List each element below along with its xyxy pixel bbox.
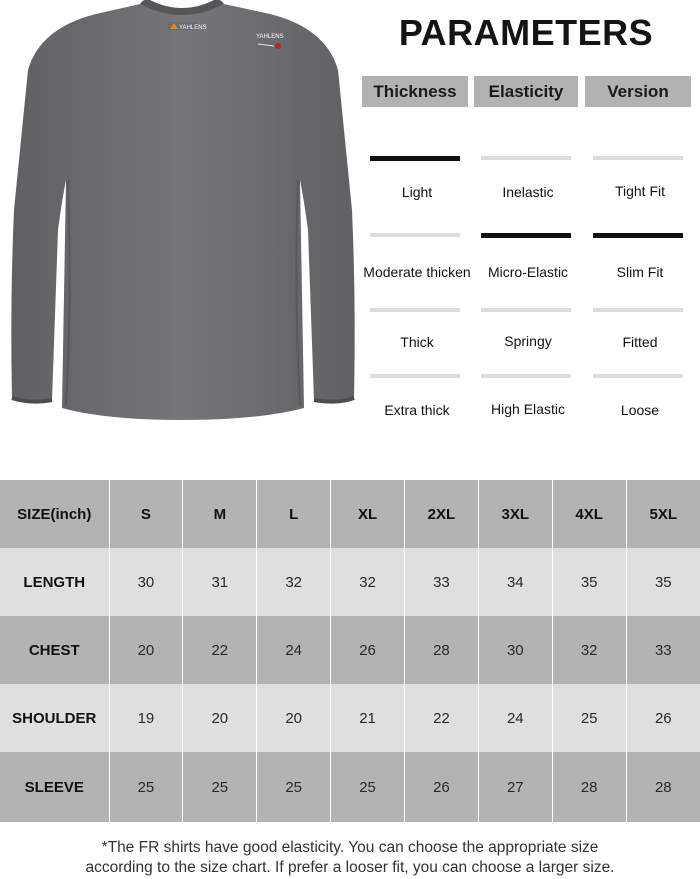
param-header-thickness: Thickness <box>362 76 468 107</box>
size-label: L <box>257 480 331 548</box>
level-bar <box>370 233 460 237</box>
table-cell: 25 <box>183 752 257 822</box>
table-cell: 30 <box>109 548 183 616</box>
row-label: LENGTH <box>0 548 109 616</box>
table-cell: 28 <box>405 616 479 684</box>
table-row-sleeve <box>0 752 700 822</box>
param-option: Fitted <box>622 334 658 350</box>
size-label: M <box>183 480 257 548</box>
table-cell: 28 <box>552 752 626 822</box>
chest-print-text: YAHLENS <box>256 34 284 40</box>
param-option: Light <box>401 184 433 200</box>
table-cell: 33 <box>626 616 700 684</box>
table-cell: 25 <box>331 752 405 822</box>
table-row-length <box>0 548 700 616</box>
table-cell: 31 <box>183 548 257 616</box>
table-cell: 25 <box>109 752 183 822</box>
product-shirt-image <box>8 0 356 425</box>
table-cell: 25 <box>552 684 626 752</box>
param-option: Micro-Elastic <box>487 264 569 280</box>
table-cell: 24 <box>478 684 552 752</box>
size-header-row <box>0 480 700 548</box>
size-chart-table <box>0 480 700 822</box>
table-cell: 35 <box>626 548 700 616</box>
table-cell: 32 <box>552 616 626 684</box>
table-cell: 26 <box>405 752 479 822</box>
table-cell: 26 <box>626 684 700 752</box>
table-cell: 20 <box>109 616 183 684</box>
param-option: Extra thick <box>384 402 450 418</box>
row-label: SHOULDER <box>0 684 109 752</box>
table-cell: 35 <box>552 548 626 616</box>
size-note-line: according to the size chart. If prefer a looser fit, you can choose a larger size. <box>85 859 615 876</box>
level-bar <box>481 156 571 160</box>
param-header-elasticity: Elasticity <box>474 76 578 107</box>
param-option: Tight Fit <box>614 183 666 199</box>
parameters-title: PARAMETERS <box>398 12 654 53</box>
level-bar <box>481 374 571 378</box>
table-cell: 25 <box>257 752 331 822</box>
size-label: S <box>109 480 183 548</box>
table-cell: 19 <box>109 684 183 752</box>
level-bar <box>481 233 571 238</box>
table-cell: 32 <box>257 548 331 616</box>
table-cell: 27 <box>478 752 552 822</box>
level-bar <box>481 308 571 312</box>
table-cell: 33 <box>405 548 479 616</box>
table-cell: 30 <box>478 616 552 684</box>
level-bar <box>593 233 683 238</box>
table-cell: 21 <box>331 684 405 752</box>
size-label: 3XL <box>478 480 552 548</box>
table-cell: 22 <box>405 684 479 752</box>
level-bar <box>370 156 460 161</box>
level-bar <box>370 308 460 312</box>
size-label: XL <box>331 480 405 548</box>
param-option: Inelastic <box>502 184 554 200</box>
row-label: CHEST <box>0 616 109 684</box>
param-header-version: Version <box>585 76 691 107</box>
size-label: 2XL <box>405 480 479 548</box>
size-label: 4XL <box>552 480 626 548</box>
table-cell: 22 <box>183 616 257 684</box>
param-option: Thick <box>400 334 434 350</box>
table-cell: 32 <box>331 548 405 616</box>
level-bar <box>370 374 460 378</box>
table-cell: 20 <box>183 684 257 752</box>
param-option: Slim Fit <box>616 264 664 280</box>
param-option: Springy <box>504 333 552 349</box>
table-row-shoulder <box>0 684 700 752</box>
param-option: Loose <box>620 402 660 418</box>
size-note-line: *The FR shirts have good elasticity. You can choose the appropriate size <box>101 839 599 856</box>
size-label: 5XL <box>626 480 700 548</box>
table-cell: 24 <box>257 616 331 684</box>
level-bar <box>593 374 683 378</box>
level-bar <box>593 308 683 312</box>
size-header-label: SIZE(inch) <box>0 480 109 548</box>
table-cell: 34 <box>478 548 552 616</box>
size-note <box>0 838 700 878</box>
table-cell: 28 <box>626 752 700 822</box>
table-cell: 20 <box>257 684 331 752</box>
level-bar <box>593 156 683 160</box>
brand-logo-text: YAHLENS <box>179 25 207 31</box>
row-label: SLEEVE <box>0 752 109 822</box>
param-option: Moderate thicken <box>363 264 471 280</box>
param-option: High Elastic <box>491 401 565 417</box>
table-row-chest <box>0 616 700 684</box>
table-cell: 26 <box>331 616 405 684</box>
